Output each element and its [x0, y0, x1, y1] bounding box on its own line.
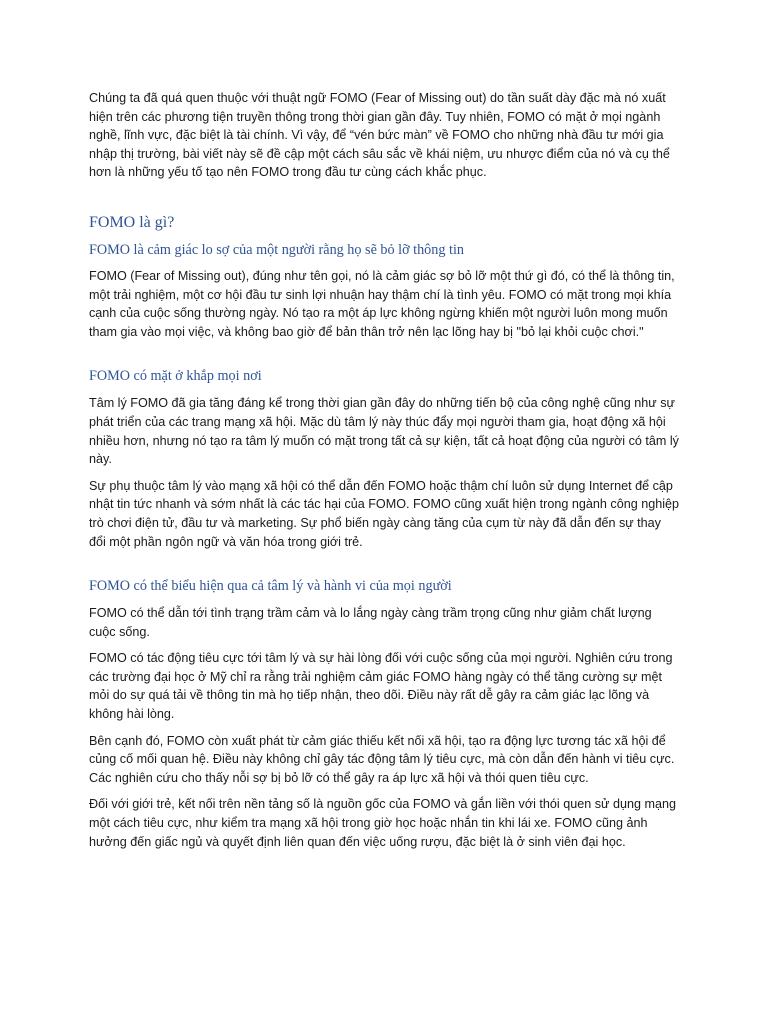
- document-page: [89, 89, 681, 859]
- section-heading-fear: FOMO là cảm giác lo sợ của một người rằng họ sẽ bỏ lỡ thông tin: [89, 241, 464, 258]
- intro-paragraph: Chúng ta đã quá quen thuộc với thuật ngữ FOMO (Fear of Missing out) do tần suất dày đặc mà nó xuất hiện trên các phương tiện truyền thông trong thời gian gần đây. Tuy nhiên, FOMO có mặt ở mọi ngành nghề, lĩnh vực, đặc biệt là tài chính. Vì vậy, để “vén bức màn” về FOMO cho những nhà đầu tư mới gia nhập thị trường, bài viết này sẽ đề cập một cách sâu sắc về khái niệm, ưu nhược điểm của nó và cụ thể hơn là những yếu tố tạo nên FOMO trong đầu tư cùng cách khắc phục.: [89, 91, 670, 180]
- main-heading: FOMO là gì?: [89, 213, 175, 231]
- section-expression-paragraph-2: FOMO có tác động tiêu cực tới tâm lý và sự hài lòng đối với cuộc sống của mọi người. Nghiên cứu trong các trường đại học ở Mỹ chỉ ra rằng trải nghiệm cảm giác FOMO hàng ngày có thể tăng cường sự mệt mỏi do sự quá tải về thông tin mà họ tiếp nhận, theo dõi. Điều này rất dễ gây ra cảm giác lạc lõng và không hài lòng.: [89, 651, 673, 722]
- section-everywhere-paragraph-2: Sự phụ thuộc tâm lý vào mạng xã hội có thể dẫn đến FOMO hoặc thậm chí luôn sử dụng Internet để cập nhật tin tức nhanh và sớm nhất là các tác hại của FOMO. FOMO cũng xuất hiện trong ngành công nghiệp trò chơi điện tử, đầu tư và marketing. Sự phổ biến ngày càng tăng của cụm từ này đã dẫn đến sự thay đổi một phần ngôn ngữ và văn hóa trong giới trẻ.: [89, 478, 680, 549]
- section-fear-paragraph-1: FOMO (Fear of Missing out), đúng như tên gọi, nó là cảm giác sợ bỏ lỡ một thứ gì đó, có thể là thông tin, một trải nghiệm, một cơ hội đầu tư sinh lợi nhuận hay thậm chí là tình yêu. FOMO có mặt trong mọi khía cạnh của cuộc sống thường ngày. Nó tạo ra một áp lực không ngừng khiến một người luôn mong muốn tham gia vào mọi việc, và không bao giờ để bản thân trở nên lạc lõng hay bị "bỏ lại khỏi cuộc chơi.": [89, 268, 675, 339]
- section-expression-paragraph-3: Bên cạnh đó, FOMO còn xuất phát từ cảm giác thiếu kết nối xã hội, tạo ra động lực tương tác xã hội để củng cố mối quan hệ. Điều này không chỉ gây tác động tâm lý tiêu cực, mà còn dẫn đến hành vi tiêu cực. Các nghiên cứu cho thấy nỗi sợ bị bỏ lỡ có thể gây ra áp lực xã hội và thói quen tiêu cực.: [89, 733, 675, 785]
- section-heading-expression: FOMO có thể biểu hiện qua cả tâm lý và hành vi của mọi người: [89, 578, 452, 595]
- section-heading-everywhere: FOMO có mặt ở khắp mọi nơi: [89, 368, 262, 385]
- section-expression-paragraph-4: Đối với giới trẻ, kết nối trên nền tảng số là nguồn gốc của FOMO và gắn liền với thói quen sử dụng mạng một cách tiêu cực, như kiểm tra mạng xã hội trong giờ học hoặc nhắn tin khi lái xe. FOMO cũng ảnh hưởng đến giấc ngủ và quyết định liên quan đến việc uống rượu, đặc biệt là ở sinh viên đại học.: [89, 797, 676, 849]
- section-everywhere-paragraph-1: Tâm lý FOMO đã gia tăng đáng kể trong thời gian gần đây do những tiến bộ của công nghệ cũng như sự phát triển của các trang mạng xã hội. Mặc dù tâm lý này thúc đẩy mọi người tham gia, hoạt động xã hội nhiều hơn, nhưng nó tạo ra tâm lý muốn có mặt trong tất cả sự kiện, tất cả hoạt động của người có tâm lý này.: [89, 396, 679, 467]
- section-expression-paragraph-1: FOMO có thể dẫn tới tình trạng trầm cảm và lo lắng ngày càng trầm trọng cũng như giảm chất lượng cuộc sống.: [89, 606, 652, 639]
